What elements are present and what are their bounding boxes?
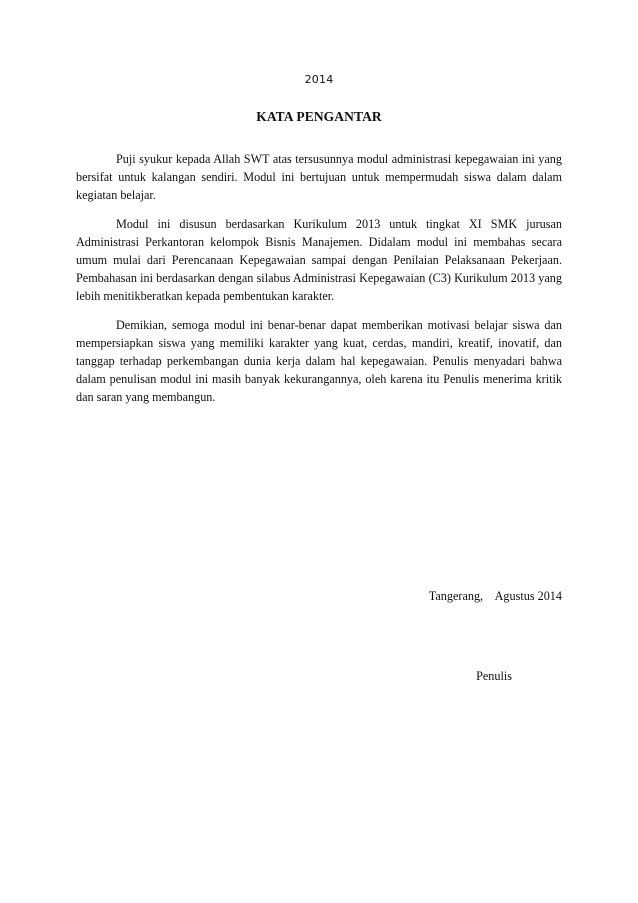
place-date: Tangerang, Agustus 2014 — [428, 589, 562, 603]
paragraph-1: Puji syukur kepada Allah SWT atas tersusunnya modul administrasi kepegawaian ini yang bersifat untuk kalangan sendiri. Modul ini bertujuan untuk mempermudah siswa dalam dalam kegiatan belajar. — [76, 152, 562, 202]
signer-name: Penulis — [476, 669, 512, 683]
paragraph-3: Demikian, semoga modul ini benar-benar dapat memberikan motivasi belajar siswa dan mempersiapkan siswa yang memiliki karakter yang kuat, cerdas, mandiri, kreatif, inovatif, dan tanggap terhadap perkembangan dunia kerja dalam hal kepegawaian. Penulis menyadari bahwa dalam penulisan modul ini masih banyak kekurangannya, oleh karena itu Penulis menerima kritik dan saran yang membangun. — [76, 318, 562, 404]
paragraph-2: Modul ini disusun berdasarkan Kurikulum 2013 untuk tingkat XI SMK jurusan Administrasi Perkantoran kelompok Bisnis Manajemen. Didalam modul ini membahas secara umum mulai dari Perencanaan Kepegawaian sampai dengan Penilaian Pelaksanaan Pekerjaan. Pembahasan ini berdasarkan dengan silabus Administrasi Kepegawaian (C3) Kurikulum 2013 yang lebih menitikberatkan kepada pembentukan karakter. — [76, 217, 562, 303]
page-title: KATA PENGANTAR — [256, 109, 382, 124]
year-header: 2014 — [304, 73, 334, 86]
body-text — [76, 150, 562, 417]
